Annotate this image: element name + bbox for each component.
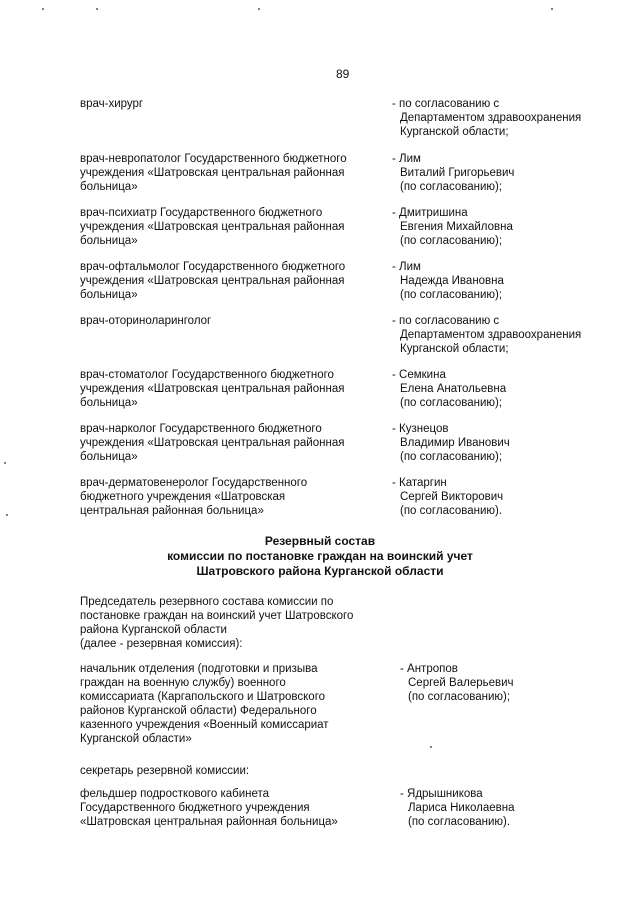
entry-person: - Лим xyxy=(392,153,421,165)
entry-person: - Дмитришина xyxy=(392,207,468,219)
entry-position: учреждения «Шатровская центральная районная xyxy=(80,383,345,395)
entry-person: (по согласованию); xyxy=(400,451,503,463)
entry-person: (по согласованию); xyxy=(400,181,503,193)
entry-person: Надежда Ивановна xyxy=(400,275,504,287)
entry-person: Департаментом здравоохранения xyxy=(400,329,582,341)
entry-person: (по согласованию). xyxy=(400,505,503,517)
scan-speck xyxy=(258,8,260,10)
entry-position: комиссариата (Каргапольского и Шатровского xyxy=(80,691,326,703)
reserve-title-line: Резервный состав xyxy=(264,534,376,548)
entry-person: Виталий Григорьевич xyxy=(400,167,515,179)
entry-position: учреждения «Шатровская центральная районная xyxy=(80,221,345,233)
entry-position: врач-нарколог Государственного бюджетного xyxy=(80,423,322,435)
entry-person: Владимир Иванович xyxy=(400,437,510,449)
entry-person: - по согласованию с xyxy=(392,98,500,110)
reserve-title-line: Шатровского района Курганской области xyxy=(196,564,444,578)
entry-person: Сергей Валерьевич xyxy=(408,677,514,689)
entry-position: районов Курганской области) Федерального xyxy=(80,705,317,717)
scan-speck xyxy=(551,8,553,10)
entry-person: Сергей Викторович xyxy=(400,491,504,503)
entry-person: Елена Анатольевна xyxy=(400,383,507,395)
entry-person: Евгения Михайловна xyxy=(400,221,513,233)
scan-speck xyxy=(6,514,8,516)
entry-person: (по согласованию). xyxy=(408,816,511,828)
entry-position: Государственного бюджетного учреждения xyxy=(80,802,310,814)
entry-person: - Кузнецов xyxy=(392,423,449,435)
entry-position: учреждения «Шатровская центральная районная xyxy=(80,275,345,287)
entry-position: больница» xyxy=(80,451,138,463)
entry-position: бюджетного учреждения «Шатровская xyxy=(80,491,286,503)
entry-position: «Шатровская центральная районная больница» xyxy=(80,816,338,828)
entry-person: Курганской области; xyxy=(400,343,509,355)
entry-position: врач-оториноларинголог xyxy=(80,315,212,327)
entry-person: (по согласованию); xyxy=(400,235,503,247)
reserve-title-line: комиссии по постановке граждан на воинский учет xyxy=(167,549,473,563)
entry-position: больница» xyxy=(80,289,138,301)
entry-person: - Семкина xyxy=(392,369,446,381)
entry-position: больница» xyxy=(80,397,138,409)
secretary-label: секретарь резервной комиссии: xyxy=(80,765,250,777)
entry-position: врач-офтальмолог Государственного бюджетного xyxy=(80,261,346,273)
chairman-intro-line: района Курганской области xyxy=(80,624,227,636)
entry-position: больница» xyxy=(80,181,138,193)
entry-position: Курганской области» xyxy=(80,733,192,745)
scan-speck xyxy=(430,746,432,748)
page-number: 89 xyxy=(336,67,350,81)
entry-person: - Антропов xyxy=(400,663,458,675)
entry-position: начальник отделения (подготовки и призыва xyxy=(80,663,318,675)
scan-speck xyxy=(4,462,6,464)
chairman-intro-line: постановке граждан на воинский учет Шатровского xyxy=(80,610,354,622)
entry-person: Департаментом здравоохранения xyxy=(400,112,582,124)
entry-person: - по согласованию с xyxy=(392,315,500,327)
entry-position: учреждения «Шатровская центральная районная xyxy=(80,167,345,179)
chairman-intro-line: Председатель резервного состава комиссии по xyxy=(80,596,334,608)
entry-position: центральная районная больница» xyxy=(80,505,264,517)
chairman-intro-line: (далее - резервная комиссия): xyxy=(80,638,243,650)
entry-position: врач-невропатолог Государственного бюджетного xyxy=(80,153,347,165)
scan-speck xyxy=(96,8,98,10)
entry-person: - Лим xyxy=(392,261,421,273)
entry-position: граждан на военную службу) военного xyxy=(80,677,286,689)
entry-position: казенного учреждения «Военный комиссариат xyxy=(80,719,329,731)
reserve-title xyxy=(80,534,560,579)
scan-speck xyxy=(42,8,44,10)
entry-person: Курганской области; xyxy=(400,126,509,138)
entry-position: врач-стоматолог Государственного бюджетного xyxy=(80,369,334,381)
entry-position: врач-хирург xyxy=(80,98,144,110)
entry-position: врач-дерматовенеролог Государственного xyxy=(80,477,308,489)
entry-position: фельдшер подросткового кабинета xyxy=(80,788,270,800)
entry-person: (по согласованию); xyxy=(400,397,503,409)
entry-position: учреждения «Шатровская центральная районная xyxy=(80,437,345,449)
entry-position: врач-психиатр Государственного бюджетного xyxy=(80,207,323,219)
entry-person: - Катаргин xyxy=(392,477,447,489)
entry-position: больница» xyxy=(80,235,138,247)
entry-person: - Ядрышникова xyxy=(400,788,483,800)
entry-person: Лариса Николаевна xyxy=(408,802,515,814)
entry-person: (по согласованию); xyxy=(408,691,511,703)
entry-person: (по согласованию); xyxy=(400,289,503,301)
